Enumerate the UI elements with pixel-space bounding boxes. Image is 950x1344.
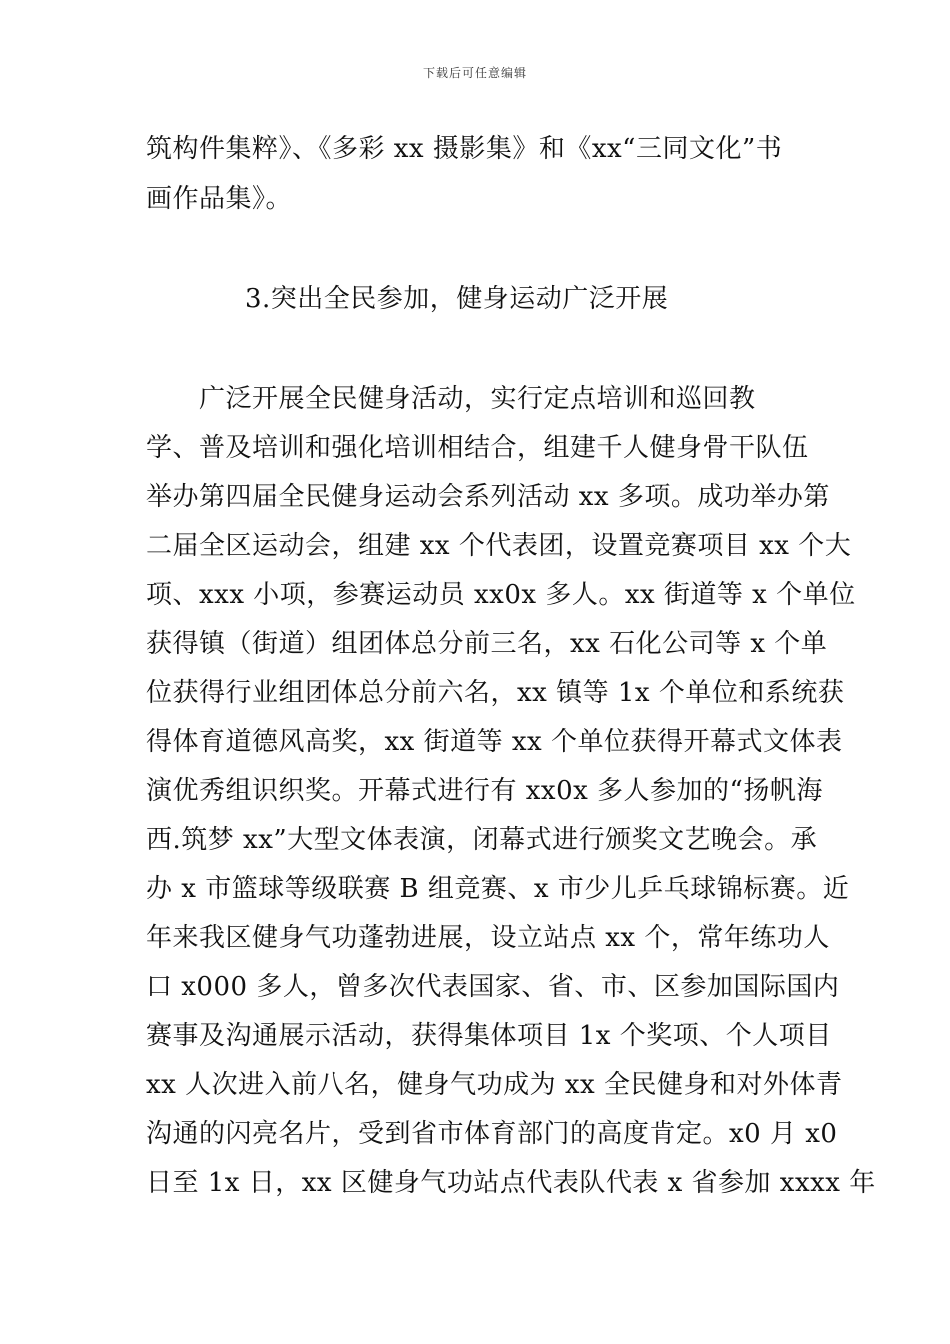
paragraph-line: 年来我区健身气功蓬勃进展，设立站点 xx 个，常年练功人 bbox=[146, 923, 830, 953]
paragraph-line: 位获得行业组团体总分前六名，xx 镇等 1x 个单位和系统获 bbox=[146, 678, 845, 708]
intro-line: 画作品集》。 bbox=[146, 184, 293, 214]
paragraph-line: 西.筑梦 xx”大型文体表演，闭幕式进行颁奖文艺晚会。承 bbox=[146, 825, 818, 855]
paragraph-line: 赛事及沟通展示活动，获得集体项目 1x 个奖项、个人项目 bbox=[146, 1021, 832, 1051]
paragraph-line: 演优秀组识织奖。开幕式进行有 xx0x 多人参加的“扬帆海 bbox=[146, 776, 823, 806]
paragraph-line: 项、xxx 小项，参赛运动员 xx0x 多人。xx 街道等 x 个单位 bbox=[146, 580, 856, 610]
page-header: 下载后可任意编辑 bbox=[422, 66, 527, 80]
paragraph-line: 获得镇（街道）组团体总分前三名，xx 石化公司等 x 个单 bbox=[146, 629, 828, 659]
paragraph-line: 广泛开展全民健身活动，实行定点培训和巡回教 bbox=[146, 384, 756, 414]
paragraph-line: 举办第四届全民健身运动会系列活动 xx 多项。成功举办第 bbox=[146, 482, 830, 512]
paragraph-line: xx 人次进入前八名，健身气功成为 xx 全民健身和对外体青 bbox=[146, 1070, 843, 1100]
paragraph-line: 得体育道德风高奖，xx 街道等 xx 个单位获得开幕式文体表 bbox=[146, 727, 843, 757]
intro-line: 筑构件集粹》、《多彩 xx 摄影集》和《xx“三同文化”书 bbox=[146, 134, 783, 164]
section-heading: 3.突出全民参加，健身运动广泛开展 bbox=[245, 284, 669, 314]
paragraph-line: 沟通的闪亮名片，受到省市体育部门的高度肯定。x0 月 x0 bbox=[146, 1119, 838, 1149]
paragraph-line: 口 x000 多人，曾多次代表国家、省、市、区参加国际国内 bbox=[146, 972, 840, 1002]
paragraph-line: 办 x 市篮球等级联赛 B 组竞赛、x 市少儿乒乓球锦标赛。近 bbox=[146, 874, 850, 904]
paragraph-line: 二届全区运动会，组建 xx 个代表团，设置竞赛项目 xx 个大 bbox=[146, 531, 852, 561]
paragraph-line: 日至 1x 日，xx 区健身气功站点代表队代表 x 省参加 xxxx 年 bbox=[146, 1168, 876, 1198]
paragraph-line: 学、普及培训和强化培训相结合，组建千人健身骨干队伍 bbox=[146, 433, 809, 463]
